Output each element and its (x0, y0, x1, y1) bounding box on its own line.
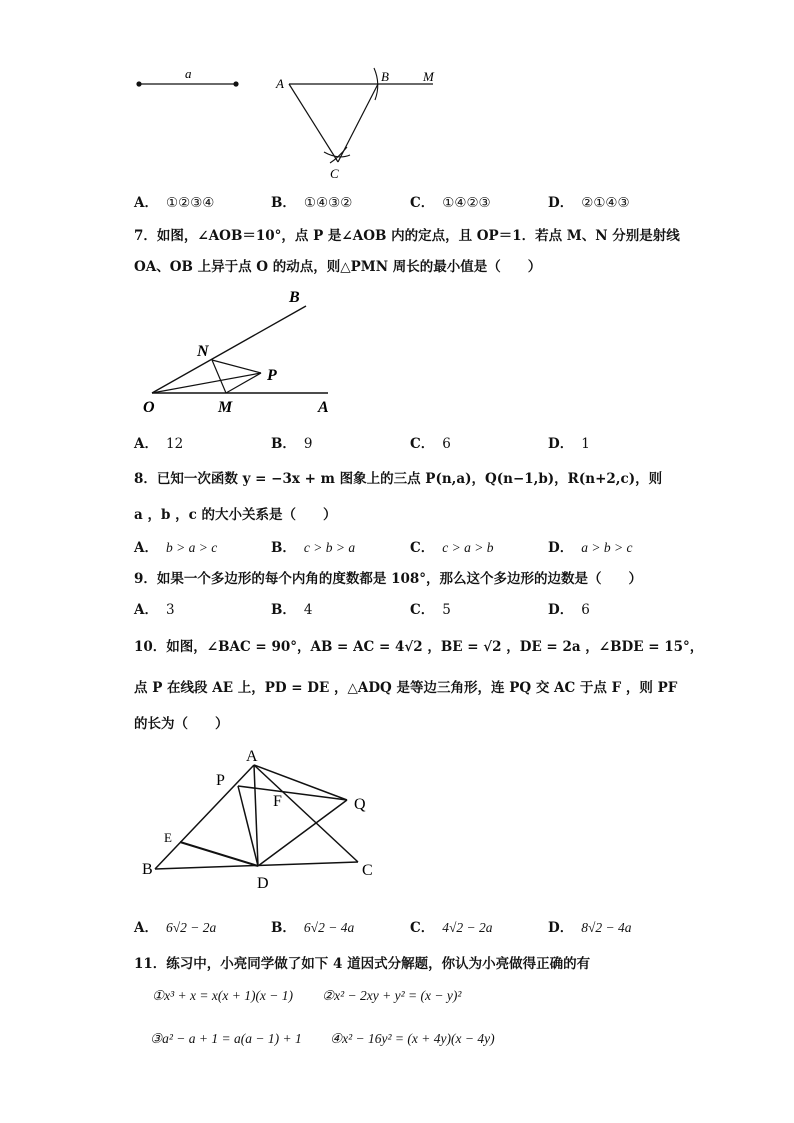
label-A: A (276, 76, 284, 91)
q9-option-c[interactable]: C． 5 (410, 602, 451, 618)
q6-option-d[interactable]: D． ②①④③ (548, 195, 630, 211)
q10-option-c[interactable]: C． 4√2 − 2a (410, 920, 493, 936)
q11-item-1: ①x³ + x = x(x + 1)(x − 1) (152, 988, 294, 1003)
q10-stem-line1: 10．如图，∠BAC = 90°，AB = AC = 4√2 ，BE = √2 ，DE = 2a ，∠BDE = 15°， (134, 639, 704, 655)
q8-option-a[interactable]: A． b > a > c (134, 540, 218, 556)
label-N: N (197, 343, 209, 360)
q8-option-b[interactable]: B． c > b > a (271, 540, 356, 556)
q11-item-2: ②x² − 2xy + y² = (x − y)² (322, 988, 462, 1003)
label-A: A (318, 399, 329, 416)
q10-option-a[interactable]: A． 6√2 − 2a (134, 920, 217, 936)
q8-stem-line2: a ，b ，c 的大小关系是（ ） (134, 507, 337, 523)
q9-option-a[interactable]: A． 3 (134, 602, 175, 618)
q8-option-c[interactable]: C． c > a > b (410, 540, 494, 556)
label-F: F (273, 793, 282, 810)
q10-option-b[interactable]: B． 6√2 − 4a (271, 920, 355, 936)
q6-option-a[interactable]: A． ①②③④ (134, 195, 215, 211)
label-M: M (218, 399, 233, 416)
q9-option-b[interactable]: B． 4 (271, 602, 313, 618)
label-B: B (289, 289, 300, 306)
q8-option-d[interactable]: D． a > b > c (548, 540, 633, 556)
q6-option-b[interactable]: B． ①④③② (271, 195, 353, 211)
side-AB (155, 765, 254, 869)
label-a: a (185, 66, 192, 81)
q7-option-c[interactable]: C． 6 (410, 436, 451, 452)
label-E: E (164, 830, 172, 845)
q9-option-d[interactable]: D． 6 (548, 602, 590, 618)
q11-item-4: ④x² − 16y² = (x + 4y)(x − 4y) (330, 1031, 495, 1046)
q7-stem-line1: 7．如图，∠AOB＝10°，点 P 是∠AOB 内的定点，且 OP＝1．若点 M、N 分别是射线 (134, 228, 680, 244)
q6-option-c[interactable]: C． ①④②③ (410, 195, 491, 211)
label-Q: Q (354, 796, 366, 813)
label-M: M (423, 69, 434, 84)
label-P: P (216, 772, 225, 789)
q10-stem-line2: 点 P 在线段 AE 上，PD = DE ，△ADQ 是等边三角形，连 PQ 交 AC 于点 F ，则 PF (134, 680, 678, 696)
q7-option-a[interactable]: A． 12 (134, 436, 184, 452)
label-O: O (143, 399, 155, 416)
label-P: P (267, 367, 277, 384)
label-B: B (381, 69, 389, 84)
q10-stem-line3: 的长为（ ） (134, 716, 229, 732)
q10-option-d[interactable]: D． 8√2 − 4a (548, 920, 632, 936)
q7-option-d[interactable]: D． 1 (548, 436, 590, 452)
label-B: B (142, 861, 153, 878)
q8-stem-line1: 8．已知一次函数 y = −3x + m 图象上的三点 P(n,a)，Q(n−1,b)，R(n+2,c)，则 (134, 471, 663, 487)
q9-stem: 9．如果一个多边形的每个内角的度数都是 108°，那么这个多边形的边数是（ ） (134, 571, 643, 587)
q7-stem-line2: OA、OB 上异于点 O 的动点，则△PMN 周长的最小值是（ ） (134, 259, 542, 275)
q11-item-3: ③a² − a + 1 = a(a − 1) + 1 (150, 1031, 302, 1046)
q7-option-b[interactable]: B． 9 (271, 436, 313, 452)
label-C: C (362, 862, 373, 879)
segment-PQ (238, 786, 347, 800)
q11-stem: 11．练习中，小亮同学做了如下 4 道因式分解题，你认为小亮做得正确的有 (134, 956, 591, 972)
label-A: A (246, 748, 258, 765)
label-C: C (330, 166, 339, 181)
side-AC (254, 765, 358, 862)
segment-ED (180, 842, 258, 866)
label-D: D (257, 875, 269, 892)
